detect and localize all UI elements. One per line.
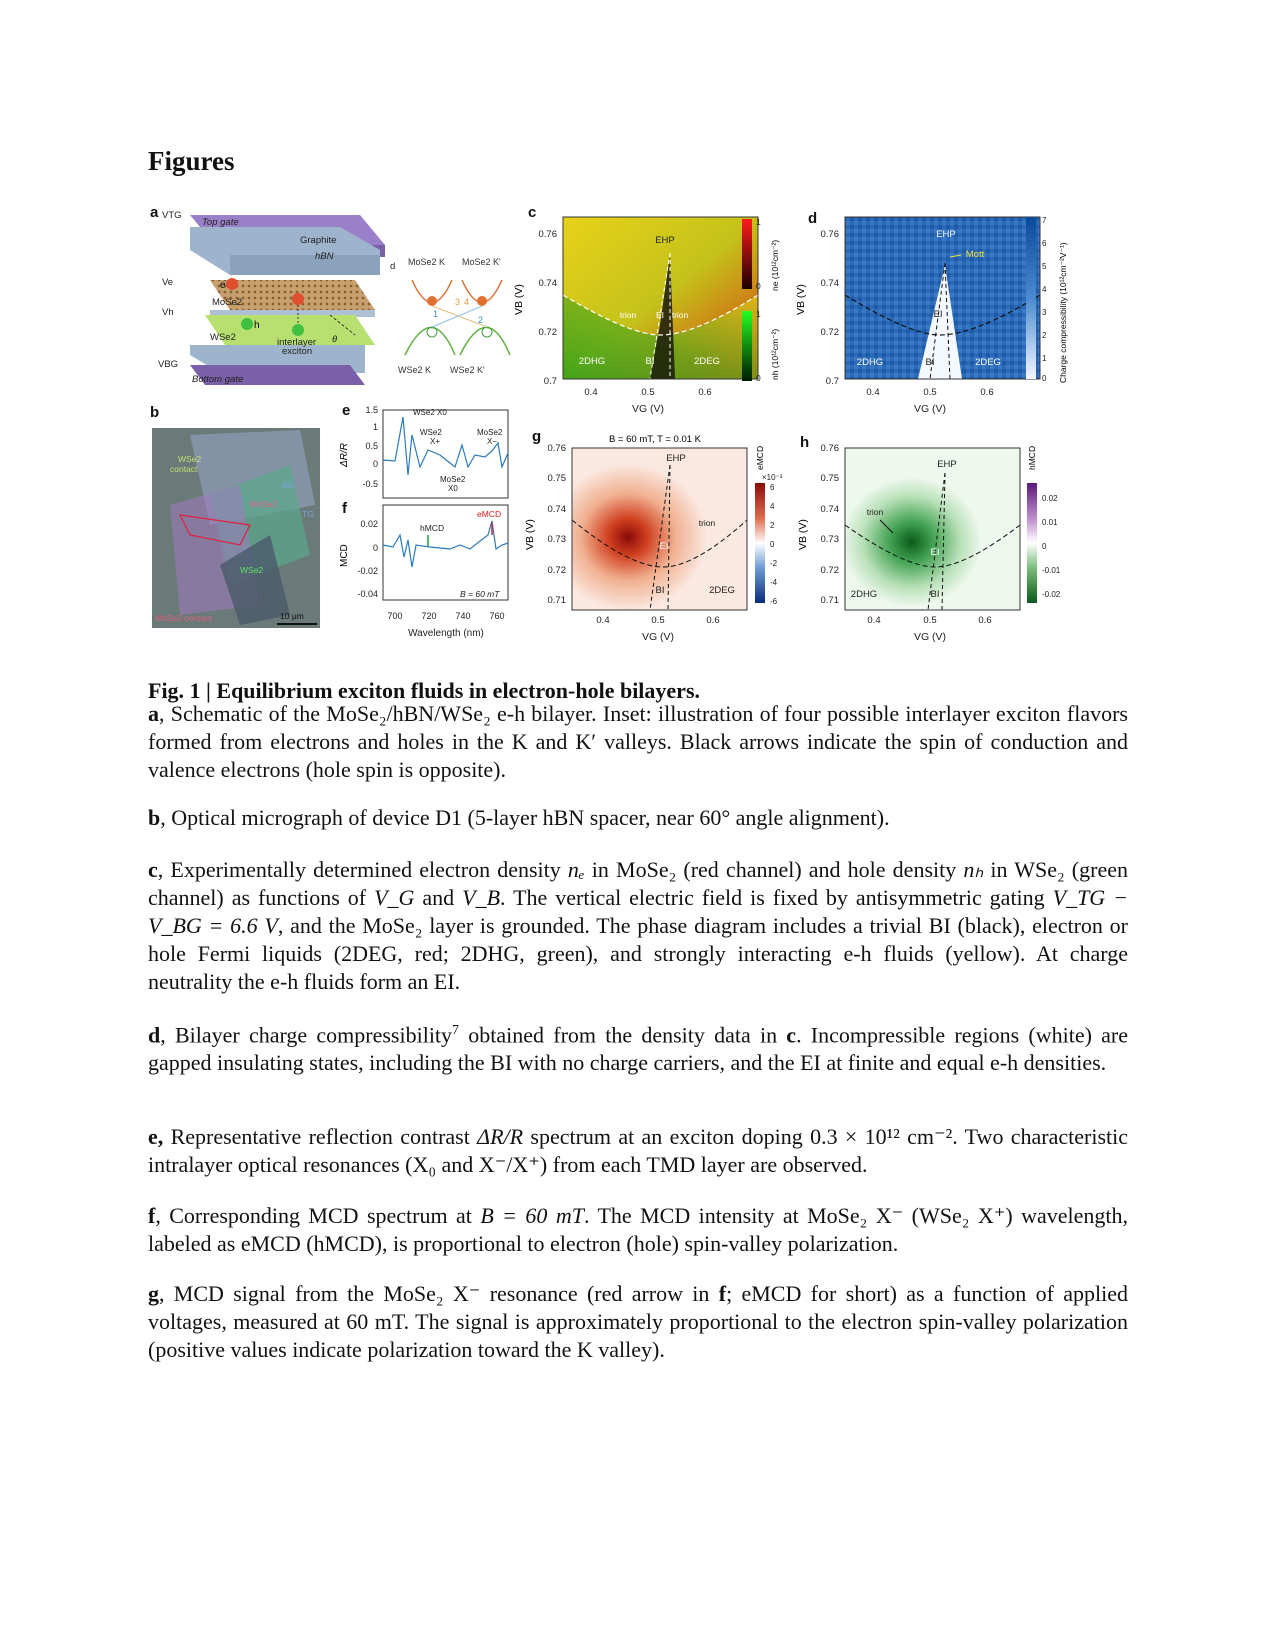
- c-cbar-h-label: nh (10¹²cm⁻²): [770, 328, 780, 380]
- h-xtick-0: 0.4: [867, 615, 881, 626]
- f-xtick-2: 740: [455, 611, 471, 621]
- a-graphite-label: Graphite: [300, 235, 337, 246]
- g-region-bi: BI: [655, 585, 665, 596]
- h-ytick-1: 0.75: [820, 473, 839, 484]
- c-region-2dhg: 2DHG: [578, 356, 606, 367]
- d-cbar-tick-0: 0: [1042, 374, 1047, 383]
- b-contact-label: contact: [170, 464, 198, 474]
- g-ytick-1: 0.75: [547, 473, 566, 484]
- b-tg-label: TG: [302, 509, 314, 519]
- g-cbar-label: eMCD: [755, 445, 765, 470]
- h-cbar-label: hMCD: [1027, 445, 1037, 470]
- g-ytick-5: 0.71: [547, 595, 566, 606]
- h-ytick-0: 0.76: [820, 443, 839, 454]
- a-vtg-label: VTG: [162, 210, 182, 221]
- f-ytick-3: -0.04: [357, 589, 378, 599]
- f-ytick-2: -0.02: [357, 566, 378, 576]
- h-xtick-1: 0.5: [923, 615, 937, 626]
- f-hmcd-label: hMCD: [420, 523, 445, 533]
- d-cbar-tick-5: 5: [1042, 262, 1047, 271]
- d-region-ehp: EHP: [936, 229, 956, 240]
- h-xlabel: VG (V): [913, 631, 947, 643]
- f-xtick-1: 720: [421, 611, 437, 621]
- c-xlabel: VG (V): [631, 403, 665, 415]
- panel-h-hmcd: [797, 443, 1061, 643]
- d-colorbar: [1026, 217, 1036, 379]
- a-d-label: d: [390, 261, 396, 272]
- a-ve-label: Ve: [162, 277, 174, 288]
- caption-b: b, Optical micrograph of device D1 (5-layer hBN spacer, near 60° angle alignment).: [148, 805, 890, 830]
- g-title: B = 60 mT, T = 0.01 K: [608, 434, 702, 445]
- c-region-ehp: EHP: [655, 235, 675, 246]
- c-cbar-e-max: 1: [756, 217, 761, 227]
- c-region-bi: BI: [645, 356, 655, 367]
- h-cbar-tick-3: -0.01: [1042, 566, 1061, 575]
- e-ytick-1: 1: [372, 422, 378, 432]
- b-scalebar-label: 10 μm: [280, 611, 304, 621]
- c-ytick-0: 0.76: [538, 229, 557, 240]
- inset-mose2-k: MoSe2 K: [408, 257, 446, 267]
- panel-letter-c: c: [528, 205, 537, 221]
- d-xlabel: VG (V): [913, 403, 947, 415]
- d-cbar-tick-6: 6: [1042, 239, 1047, 248]
- g-cbar-tick-5: -4: [770, 578, 778, 587]
- panel-letter-g: g: [532, 428, 542, 445]
- d-xtick-2: 0.6: [980, 387, 994, 398]
- e-ytick-0: 1.5: [365, 405, 378, 415]
- e-ann-mose2: MoSe2: [477, 428, 503, 437]
- a-mose2-label: MoSe2: [212, 297, 243, 308]
- panel-a-schematic: [158, 210, 510, 385]
- e-ytick-4: -0.5: [362, 479, 378, 489]
- h-region-bi: BI: [930, 589, 940, 600]
- f-ylabel: MCD: [339, 544, 350, 567]
- c-region-2deg: 2DEG: [694, 356, 720, 367]
- g-cbar-tick-6: -6: [770, 597, 778, 606]
- h-cbar-tick-0: 0.02: [1042, 494, 1058, 503]
- f-xtick-0: 700: [387, 611, 403, 621]
- f-xtick-3: 760: [489, 611, 505, 621]
- inset-flavor-1: 1: [433, 309, 439, 319]
- d-region-2deg: 2DEG: [975, 357, 1001, 368]
- figure-1: [150, 205, 1130, 675]
- g-cbar-tick-4: -2: [770, 559, 778, 568]
- g-cbar-tick-3: 0: [770, 540, 775, 549]
- g-region-2deg: 2DEG: [709, 585, 735, 596]
- d-cbar-tick-3: 3: [1042, 308, 1047, 317]
- figure-title: Fig. 1 | Equilibrium exciton fluids in electron-hole bilayers.: [148, 678, 701, 703]
- g-ylabel: VB (V): [524, 519, 536, 550]
- g-colorbar: [755, 483, 765, 603]
- a-inset-valleys: [398, 257, 510, 375]
- h-ylabel: VB (V): [797, 519, 809, 550]
- b-mose2-contact-label: MoSe2 contact: [155, 613, 212, 623]
- a-wse2-label: WSe2: [210, 332, 236, 343]
- c-cbar-h-max: 1: [756, 309, 761, 319]
- g-ytick-2: 0.74: [547, 504, 566, 515]
- h-region-2dhg: 2DHG: [850, 589, 878, 600]
- c-xtick-1: 0.5: [641, 387, 655, 398]
- e-ytick-2: 0.5: [365, 441, 378, 451]
- g-ytick-4: 0.72: [547, 565, 566, 576]
- c-ytick-3: 0.7: [543, 376, 557, 387]
- a-theta-label: θ: [332, 334, 338, 345]
- a-hbn-label: hBN: [315, 251, 334, 262]
- c-cbar-e-min: 0: [756, 281, 761, 291]
- a-bottom-gate-label: Bottom gate: [192, 374, 244, 385]
- d-ytick-3: 0.7: [825, 376, 839, 387]
- h-cbar-tick-2: 0: [1042, 542, 1047, 551]
- a-exciton-label: exciton: [282, 346, 313, 357]
- c-ytick-1: 0.74: [538, 278, 557, 289]
- e-ann-wse2: WSe2: [420, 428, 442, 437]
- g-region-ei: EI: [659, 541, 669, 552]
- caption-d: d, Bilayer charge compressibility$^7$ obtained from the density data in c. Incompressible regions (white) are gapped insulating states, including the BI with no charge carriers, and the EI at finite and equal e-h densities.: [148, 1022, 1128, 1076]
- d-ytick-2: 0.72: [820, 327, 839, 338]
- d-cbar-tick-2: 2: [1042, 331, 1047, 340]
- c-ytick-2: 0.72: [538, 327, 557, 338]
- d-cbar-label: Charge compressibility (10¹²cm⁻²V⁻¹): [1058, 242, 1068, 383]
- d-region-ei: EI: [933, 309, 943, 320]
- e-ann-xplus: X+: [430, 437, 441, 446]
- f-ytick-0: 0.02: [360, 519, 378, 529]
- f-emcd-label: eMCD: [477, 509, 502, 519]
- caption-a: a, Schematic of the MoSe₂/hBN/WSe₂ e-h bilayer. Inset: illustration of four possible interlayer exciton flavors formed from electrons and holes in the K and K′ valleys. Black arrows indicate the spin of conduction and valence electrons (hole spin is opposite).: [148, 701, 1128, 782]
- panel-letter-b: b: [150, 404, 160, 421]
- d-xtick-0: 0.4: [866, 387, 880, 398]
- g-xlabel: VG (V): [641, 631, 675, 643]
- c-cbar-h-min: 0: [756, 373, 761, 383]
- d-ylabel: VB (V): [795, 284, 807, 315]
- g-xtick-2: 0.6: [706, 615, 720, 626]
- inset-wse2-kp: WSe2 K': [450, 365, 485, 375]
- e-ann-x0: X0: [448, 484, 458, 493]
- g-ytick-3: 0.73: [547, 534, 566, 545]
- inset-flavor-3: 3: [455, 297, 461, 307]
- panel-g-emcd: [524, 434, 783, 643]
- caption-c: c, Experimentally determined electron density nₑ in MoSe₂ (red channel) and hole density nₕ in WSe₂ (green channel) as functions of V_G and V_B. The vertical electric field is fixed by antisymmetric gating V_TG − V_BG = 6.6 V, and the MoSe₂ layer is grounded. The phase diagram includes a trivial BI (black), electron or hole Fermi liquids (2DEG, red; 2DHG, green), and strongly interacting e-h fluids (yellow). At charge neutrality the e-h fluids form an EI.: [148, 857, 1128, 994]
- panel-letter-a: a: [150, 205, 159, 221]
- g-region-ehp: EHP: [666, 453, 686, 464]
- section-heading: Figures: [148, 146, 235, 176]
- c-ylabel: VB (V): [513, 284, 525, 315]
- f-field-label: B = 60 mT: [460, 589, 500, 599]
- caption-g: g, MCD signal from the MoSe₂ X⁻ resonance (red arrow in f; eMCD for short) as a function of applied voltages, measured at 60 mT. The signal is approximately proportional to the electron spin-valley polarization (positive values indicate polarization toward the K valley).: [148, 1281, 1129, 1362]
- c-xtick-0: 0.4: [584, 387, 598, 398]
- d-region-mott: Mott: [965, 249, 985, 260]
- g-ytick-0: 0.76: [547, 443, 566, 454]
- f-xlabel: Wavelength (nm): [408, 628, 484, 639]
- a-interlayer-label: interlayer: [277, 337, 317, 348]
- d-ytick-0: 0.76: [820, 229, 839, 240]
- g-cbar-scale: ×10⁻³: [762, 473, 783, 482]
- e-ann-mose2-b: MoSe2: [440, 475, 466, 484]
- h-xtick-2: 0.6: [978, 615, 992, 626]
- d-cbar-tick-7: 7: [1042, 216, 1047, 225]
- panel-letter-f: f: [342, 500, 347, 517]
- caption-e: e, Representative reflection contrast ΔR/R spectrum at an exciton doping 0.3 × 10¹² cm⁻². Two characteristic intralayer optical resonances (X₀ and X⁻/X⁺) from each TMD layer are observed.: [148, 1124, 1129, 1177]
- panel-letter-h: h: [800, 434, 810, 451]
- c-cbar-e-label: ne (10¹²cm⁻²): [770, 239, 780, 291]
- h-region-ei: EI: [930, 547, 940, 558]
- h-region-trion: trion: [866, 507, 884, 517]
- c-region-trion-left: trion: [619, 310, 637, 320]
- g-cbar-tick-1: 4: [770, 502, 775, 511]
- h-ytick-2: 0.74: [820, 504, 839, 515]
- inset-wse2-k: WSe2 K: [398, 365, 432, 375]
- a-top-gate-label: Top gate: [202, 217, 239, 228]
- g-region-trion: trion: [698, 518, 716, 528]
- e-ytick-3: 0: [372, 459, 378, 469]
- d-xtick-1: 0.5: [923, 387, 937, 398]
- e-ann-wse2-x0: WSe2 X0: [413, 408, 447, 417]
- d-cbar-tick-4: 4: [1042, 285, 1047, 294]
- a-vh-label: Vh: [162, 307, 174, 318]
- a-h-label: h: [254, 320, 260, 331]
- h-ytick-5: 0.71: [820, 595, 839, 606]
- h-colorbar: [1027, 483, 1037, 603]
- a-e-label: e: [220, 280, 226, 291]
- b-wse2-flake-label: WSe2: [240, 565, 264, 575]
- panel-d-compressibility: [795, 216, 1068, 415]
- g-xtick-0: 0.4: [596, 615, 610, 626]
- d-ytick-1: 0.74: [820, 278, 839, 289]
- h-cbar-tick-1: 0.01: [1042, 518, 1058, 527]
- c-region-trion-right: trion: [671, 310, 689, 320]
- g-cbar-tick-2: 2: [770, 521, 775, 530]
- d-region-bi: BI: [925, 357, 935, 368]
- b-bg-label: BG: [282, 480, 295, 490]
- e-ylabel: ΔR/R: [339, 443, 350, 467]
- g-xtick-1: 0.5: [651, 615, 665, 626]
- panel-b-micrograph: [152, 428, 320, 628]
- c-colorbar-h: [742, 311, 752, 381]
- panel-f-mcd: [339, 505, 508, 639]
- e-ann-xminus: X−: [487, 437, 498, 446]
- inset-flavor-4: 4: [464, 297, 470, 307]
- inset-mose2-kp: MoSe2 K': [462, 257, 501, 267]
- h-ytick-4: 0.72: [820, 565, 839, 576]
- panel-e-reflection: [339, 405, 508, 498]
- h-cbar-tick-4: -0.02: [1042, 590, 1061, 599]
- b-mose2-label: MoSe2: [250, 499, 277, 509]
- panel-c-density: [513, 217, 780, 415]
- c-region-ei: EI: [655, 310, 665, 320]
- a-vbg-label: VBG: [158, 359, 179, 370]
- g-cbar-tick-0: 6: [770, 483, 775, 492]
- h-ytick-3: 0.73: [820, 534, 839, 545]
- caption-f: f, Corresponding MCD spectrum at B = 60 mT. The MCD intensity at MoSe₂ X⁻ (WSe₂ X⁺) wavelength, labeled as eMCD (hMCD), is proportional to electron (hole) spin-valley polarization.: [148, 1203, 1128, 1256]
- panel-letter-e: e: [342, 402, 351, 419]
- c-colorbar-e: [742, 219, 752, 289]
- b-wse2-label: WSe2: [178, 454, 202, 464]
- inset-flavor-2: 2: [478, 315, 484, 325]
- d-cbar-tick-1: 1: [1042, 354, 1047, 363]
- c-xtick-2: 0.6: [698, 387, 712, 398]
- f-ytick-1: 0: [372, 543, 378, 553]
- panel-letter-d: d: [808, 210, 818, 227]
- d-region-2dhg: 2DHG: [856, 357, 884, 368]
- h-region-ehp: EHP: [937, 459, 957, 470]
